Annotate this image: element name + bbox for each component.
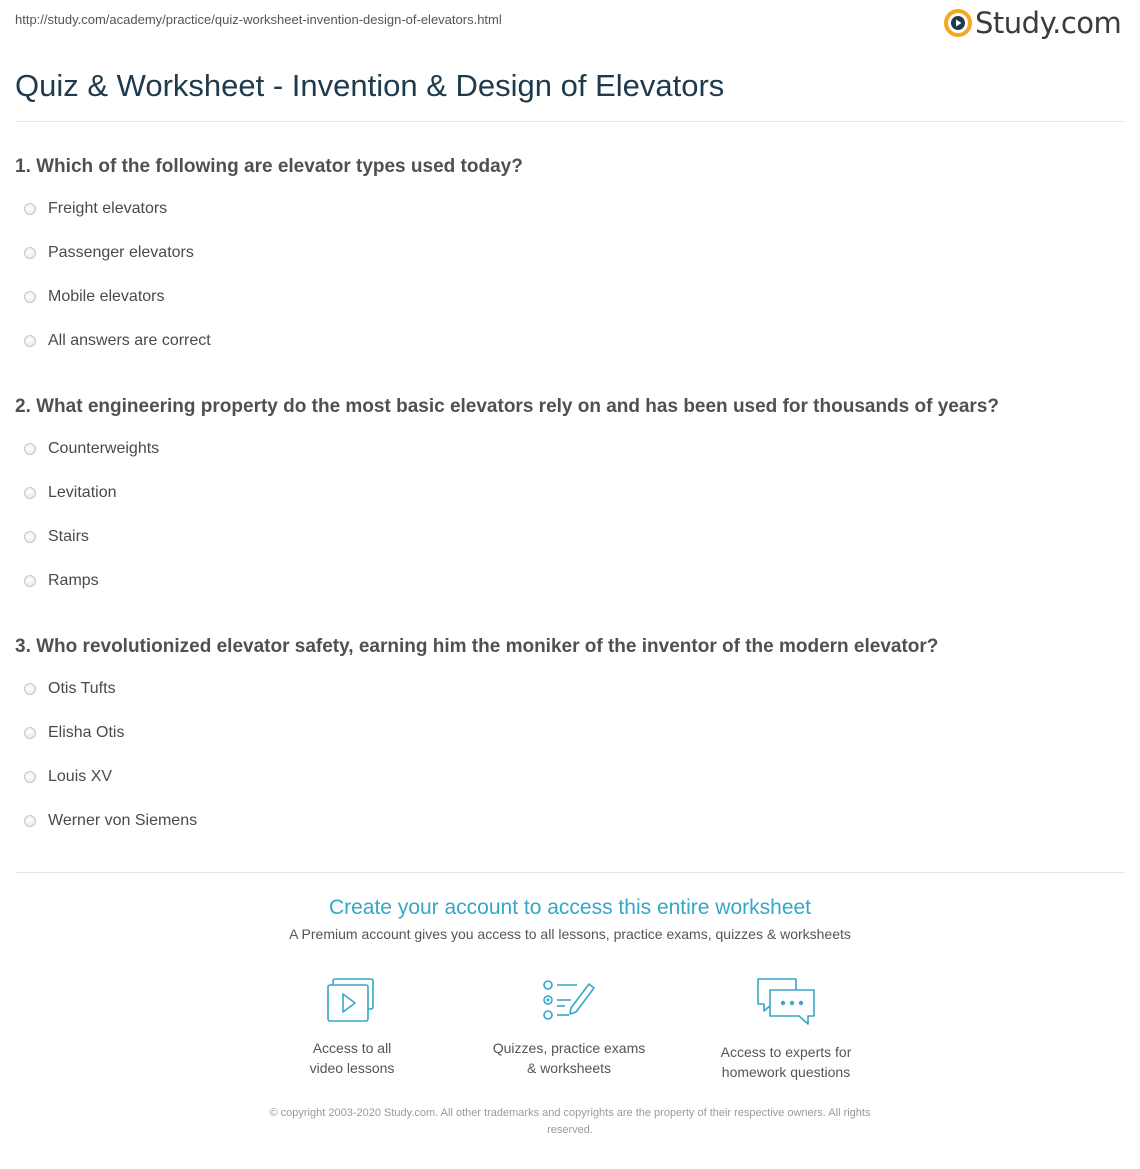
logo-text: Study.com	[975, 6, 1122, 40]
radio-button[interactable]	[24, 727, 36, 739]
question-3: 3. Who revolutionized elevator safety, earning him the moniker of the inventor of the modern elevator?	[15, 636, 939, 657]
option-label: All answers are correct	[48, 332, 211, 349]
option-label: Ramps	[48, 572, 99, 589]
create-account-link[interactable]: Create your account to access this entire worksheet	[328, 896, 812, 919]
video-lessons-icon	[325, 976, 379, 1024]
radio-button[interactable]	[24, 487, 36, 499]
page-title: Quiz & Worksheet - Invention & Design of Elevators	[15, 68, 725, 103]
radio-button[interactable]	[24, 531, 36, 543]
copyright-line1: © copyright 2003-2020 Study.com. All other trademarks and copyrights are the property of their respective owners. All rights	[269, 1107, 871, 1119]
feature-label-line2: homework questions	[721, 1064, 851, 1080]
radio-button[interactable]	[24, 247, 36, 259]
play-logo-icon	[944, 9, 972, 37]
option-label: Louis XV	[48, 768, 113, 785]
radio-button[interactable]	[24, 203, 36, 215]
option-label: Stairs	[48, 528, 89, 545]
q3-option-1[interactable]	[24, 680, 116, 698]
feature-label-line1: Access to all	[312, 1040, 392, 1056]
radio-button[interactable]	[24, 575, 36, 587]
premium-description: A Premium account gives you access to all lessons, practice exams, quizzes & worksheets	[289, 926, 851, 942]
feature-label-line2: video lessons	[309, 1060, 395, 1076]
q1-option-1[interactable]	[24, 200, 167, 218]
option-label: Otis Tufts	[48, 680, 116, 697]
feature-label-line2: & worksheets	[526, 1060, 612, 1076]
radio-button[interactable]	[24, 335, 36, 347]
radio-button[interactable]	[24, 443, 36, 455]
q1-option-4[interactable]	[24, 332, 211, 350]
copyright-line2: reserved.	[547, 1124, 593, 1136]
quiz-list-icon	[541, 976, 597, 1024]
option-label: Counterweights	[48, 440, 160, 457]
q2-option-1[interactable]	[24, 440, 159, 458]
q3-option-2[interactable]	[24, 724, 124, 742]
radio-button[interactable]	[24, 683, 36, 695]
page-url: http://study.com/academy/practice/quiz-worksheet-invention-design-of-elevators.html	[15, 12, 502, 27]
radio-button[interactable]	[24, 771, 36, 783]
q3-option-3[interactable]	[24, 768, 112, 786]
feature-label-line1: Access to experts for	[720, 1044, 852, 1060]
q2-option-4[interactable]	[24, 572, 99, 590]
feature-label-line1: Quizzes, practice exams	[492, 1040, 646, 1056]
q1-option-2[interactable]	[24, 244, 194, 262]
option-label: Passenger elevators	[48, 244, 194, 261]
feature-video-lessons	[252, 976, 452, 1078]
option-label: Werner von Siemens	[48, 812, 198, 829]
title-divider	[15, 121, 1125, 122]
q1-option-3[interactable]	[24, 288, 165, 306]
q2-option-3[interactable]	[24, 528, 89, 546]
radio-button[interactable]	[24, 291, 36, 303]
copyright-notice	[220, 1105, 920, 1139]
radio-button[interactable]	[24, 815, 36, 827]
question-2: 2. What engineering property do the most basic elevators rely on and has been used for thousands of years?	[15, 396, 999, 417]
option-label: Freight elevators	[48, 200, 168, 217]
option-label: Levitation	[48, 484, 117, 501]
feature-quizzes	[469, 976, 669, 1078]
chat-bubbles-icon	[754, 976, 818, 1028]
study-com-logo[interactable]	[944, 6, 1121, 40]
feature-experts	[686, 976, 886, 1082]
section-divider	[15, 872, 1125, 873]
option-label: Mobile elevators	[48, 288, 165, 305]
option-label: Elisha Otis	[48, 724, 125, 741]
q2-option-2[interactable]	[24, 484, 117, 502]
question-1: 1. Which of the following are elevator types used today?	[15, 156, 523, 177]
q3-option-4[interactable]	[24, 812, 197, 830]
